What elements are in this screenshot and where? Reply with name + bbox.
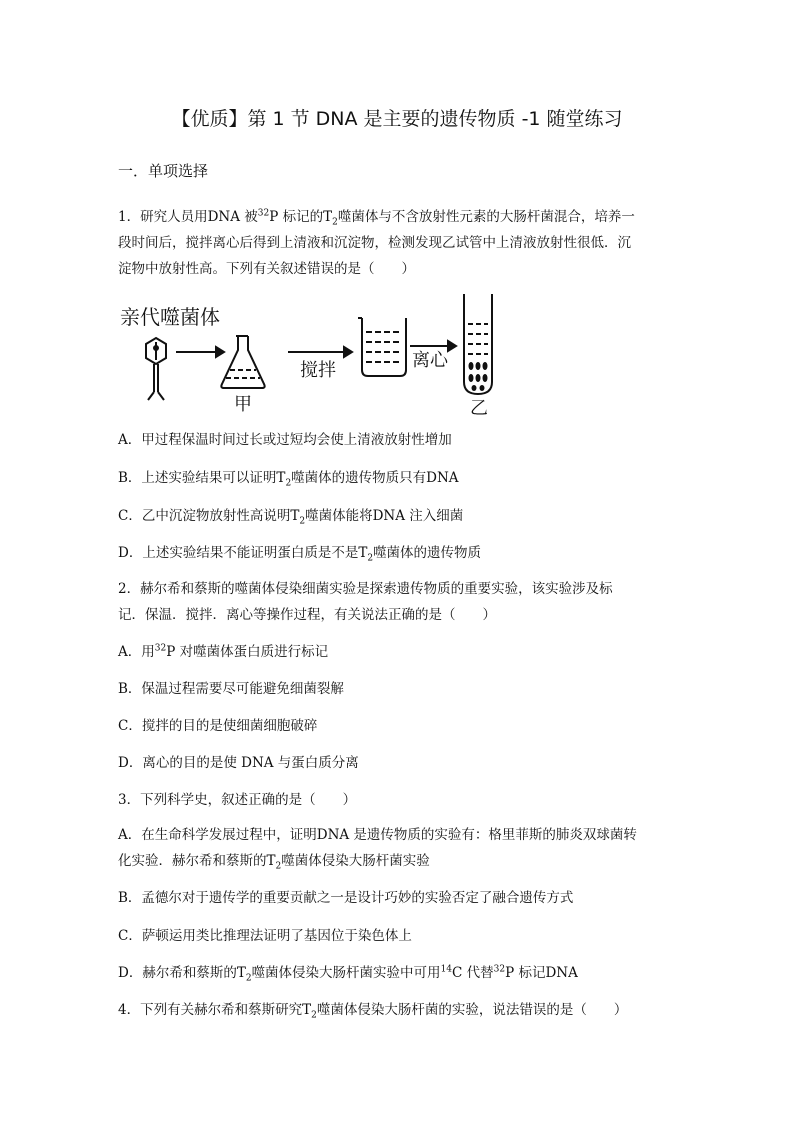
q3-option-a [118,822,678,874]
q2-option-c: C．搅拌的目的是使细菌细胞破碎 [118,718,318,734]
phage-icon [146,338,166,400]
arrow-icon [176,347,224,357]
flask-icon [221,336,264,388]
q2-option-d: D．离心的目的是使 DNA 与蛋白质分离 [118,755,359,771]
q2-line-1: 2．赫尔希和蔡斯的噬菌体侵染细菌实验是探索遗传物质的重要实验，该实验涉及标 [118,581,613,597]
q1-line-2: 段时间后，搅拌离心后得到上清液和沉淀物，检测发现乙试管中上清液放射性很低．沉 [118,235,631,251]
q1-option-b: B．上述实验结果可以证明$T_2$噬菌体的遗传物质只有DNA [118,470,459,489]
q2-option-b: B．保温过程需要尽可能避免细菌裂解 [118,681,344,697]
stir-arrow-icon [288,347,352,357]
label-centrifuge: 离心 [412,350,448,371]
q2-option-a: A．用$^{32}$P 对噬菌体蛋白质进行标记 [118,643,329,660]
q3-option-c: C．萨顿运用类比推理法证明了基因位于染色体上 [118,928,412,944]
question-4-stem: 4．下列有关赫尔希和蔡斯研究$T_2$噬菌体侵染大肠杆菌的实验，说法错误的是（ ） [118,1002,628,1021]
q3-option-a-line-1: A．在生命科学发展过程中，证明DNA 是遗传物质的实验有：格里菲斯的肺炎双球菌转 [118,827,637,843]
beaker-icon [358,318,406,376]
label-yi: 乙 [470,398,488,419]
q3-option-a-line-2: 化实验．赫尔希和蔡斯的$T_2$噬菌体侵染大肠杆菌实验 [118,853,430,872]
question-2-stem [118,576,678,628]
question-1-stem [118,204,678,282]
q3-option-b: B．孟德尔对于遗传学的重要贡献之一是设计巧妙的实验否定了融合遗传方式 [118,890,574,906]
section-heading: 一．单项选择 [118,162,209,180]
label-jia: 甲 [234,394,252,415]
label-stir: 搅拌 [300,360,336,381]
sediment-icon [469,362,488,391]
q2-line-2: 记．保温．搅拌．离心等操作过程，有关说法正确的是（ ） [118,607,496,623]
experiment-figure [118,290,518,420]
question-3-stem: 3．下列科学史，叙述正确的是（ ） [118,792,357,808]
q1-line-1: 1．研究人员用DNA 被$^{32}$P 标记的$T_2$噬菌体与不含放射性元素的大肠杆菌混合，培养一 [118,208,635,228]
q3-option-d: D．赫尔希和蔡斯的$T_2$噬菌体侵染大肠杆菌实验中可用$^{14}$C 代替$^{32}$P 标记DNA [118,964,578,984]
q1-option-a: A．甲过程保温时间过长或过短均会使上清液放射性增加 [118,432,452,448]
page-title: 【优质】第 1 节 DNA 是主要的遗传物质 -1 随堂练习 [171,108,623,130]
q1-option-c: C．乙中沉淀物放射性高说明$T_2$噬菌体能将DNA 注入细菌 [118,508,464,527]
q1-option-d: D．上述实验结果不能证明蛋白质是不是$T_2$噬菌体的遗传物质 [118,545,482,564]
q1-line-3: 淀物中放射性高。下列有关叙述错误的是（ ） [118,261,415,277]
label-parent-phage: 亲代噬菌体 [120,305,220,329]
